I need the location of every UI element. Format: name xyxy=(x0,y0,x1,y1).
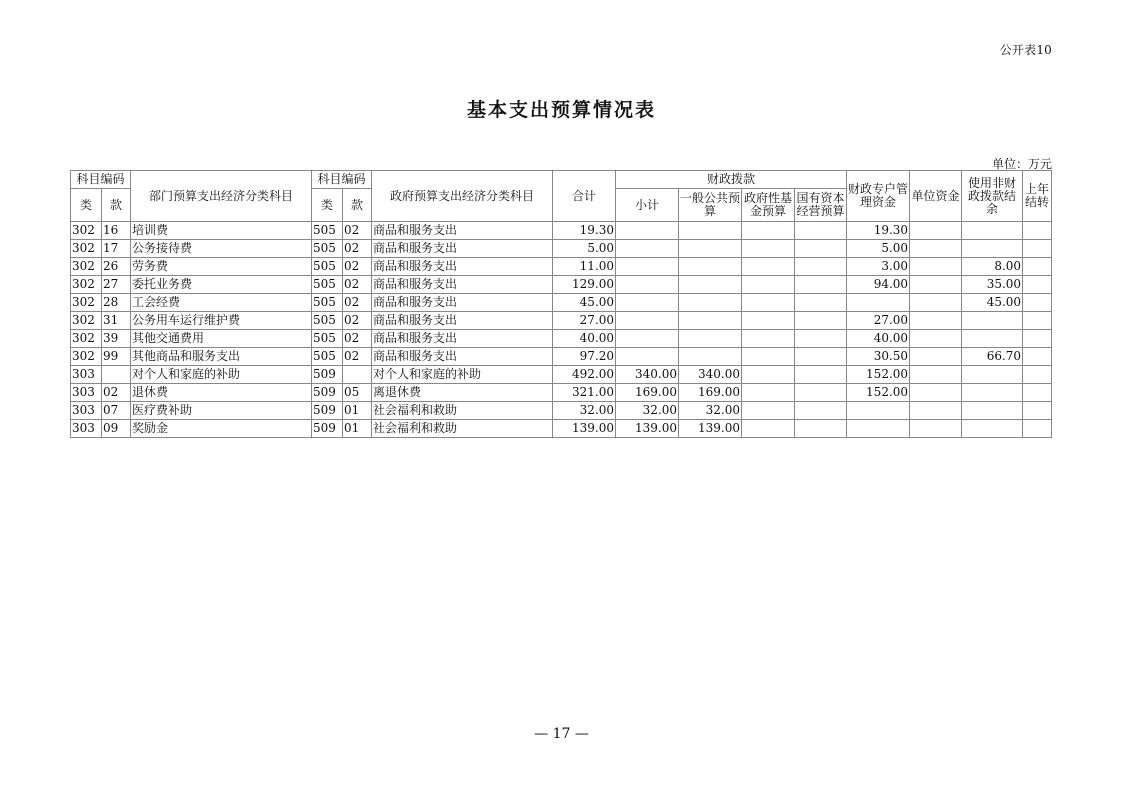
gov-class-cell: 505 xyxy=(312,312,343,330)
gov-subject-cell: 社会福利和救助 xyxy=(372,402,553,420)
dept-item-cell: 31 xyxy=(102,312,131,330)
state-capital-cell xyxy=(795,402,847,420)
dept-item-cell: 39 xyxy=(102,330,131,348)
state-capital-cell xyxy=(795,276,847,294)
unit-funds-cell xyxy=(910,420,962,438)
unit-funds-cell xyxy=(910,402,962,420)
dept-class-cell: 302 xyxy=(71,312,102,330)
total-cell: 40.00 xyxy=(553,330,616,348)
total-cell: 32.00 xyxy=(553,402,616,420)
dept-subject-cell: 其他商品和服务支出 xyxy=(131,348,312,366)
general-public-cell xyxy=(679,312,742,330)
table-row xyxy=(71,240,1052,258)
dept-item-cell: 27 xyxy=(102,276,131,294)
gov-subject-cell: 对个人和家庭的补助 xyxy=(372,366,553,384)
table-row xyxy=(71,384,1052,402)
total-cell: 11.00 xyxy=(553,258,616,276)
dept-class-cell: 302 xyxy=(71,294,102,312)
dept-class-cell: 302 xyxy=(71,348,102,366)
gov-subject-header: 政府预算支出经济分类科目 xyxy=(372,171,553,222)
subtotal-cell xyxy=(616,222,679,240)
unit-funds-cell xyxy=(910,330,962,348)
gov-item-cell: 02 xyxy=(343,330,372,348)
table-row xyxy=(71,348,1052,366)
state-capital-cell xyxy=(795,420,847,438)
dept-class-header: 类 xyxy=(71,189,102,222)
gov-item-cell xyxy=(343,366,372,384)
carryover-cell xyxy=(1023,330,1052,348)
table-row xyxy=(71,222,1052,240)
gov-class-cell: 505 xyxy=(312,330,343,348)
non-fiscal-balance-cell xyxy=(962,330,1023,348)
total-cell: 97.20 xyxy=(553,348,616,366)
budget-table xyxy=(70,170,1052,438)
total-cell: 321.00 xyxy=(553,384,616,402)
unit-funds-cell xyxy=(910,240,962,258)
carryover-cell xyxy=(1023,366,1052,384)
gov-subject-cell: 商品和服务支出 xyxy=(372,330,553,348)
general-public-cell: 139.00 xyxy=(679,420,742,438)
general-public-cell xyxy=(679,348,742,366)
state-capital-cell xyxy=(795,258,847,276)
table-row xyxy=(71,402,1052,420)
dept-item-cell: 07 xyxy=(102,402,131,420)
subtotal-cell xyxy=(616,294,679,312)
total-cell: 492.00 xyxy=(553,366,616,384)
gov-fund-cell xyxy=(742,330,795,348)
subtotal-cell xyxy=(616,258,679,276)
non-fiscal-balance-cell xyxy=(962,402,1023,420)
state-capital-cell xyxy=(795,384,847,402)
gov-item-cell: 01 xyxy=(343,402,372,420)
gov-class-cell: 505 xyxy=(312,240,343,258)
page-title: 基本支出预算情况表 xyxy=(466,99,656,121)
dept-class-cell: 302 xyxy=(71,276,102,294)
non-fiscal-balance-cell xyxy=(962,384,1023,402)
state-capital-header: 国有资本经营预算 xyxy=(795,189,847,222)
total-cell: 129.00 xyxy=(553,276,616,294)
unit-funds-cell xyxy=(910,222,962,240)
carryover-cell xyxy=(1023,348,1052,366)
unit-funds-cell xyxy=(910,366,962,384)
carryover-cell xyxy=(1023,420,1052,438)
fiscal-special-cell: 27.00 xyxy=(847,312,910,330)
fiscal-special-cell: 40.00 xyxy=(847,330,910,348)
dept-item-header: 款 xyxy=(102,189,131,222)
dept-item-cell: 16 xyxy=(102,222,131,240)
subtotal-cell xyxy=(616,240,679,258)
fiscal-special-cell xyxy=(847,402,910,420)
gov-item-cell: 02 xyxy=(343,348,372,366)
gov-subject-cell: 商品和服务支出 xyxy=(372,240,553,258)
gov-fund-header: 政府性基金预算 xyxy=(742,189,795,222)
dept-class-cell: 302 xyxy=(71,240,102,258)
unit-funds-cell xyxy=(910,258,962,276)
fiscal-special-cell xyxy=(847,294,910,312)
dept-subject-cell: 退休费 xyxy=(131,384,312,402)
unit-funds-cell xyxy=(910,276,962,294)
subtotal-cell: 169.00 xyxy=(616,384,679,402)
fiscal-special-cell xyxy=(847,420,910,438)
table-row xyxy=(71,276,1052,294)
unit-label: 单位：万元 xyxy=(991,157,1052,171)
total-cell: 45.00 xyxy=(553,294,616,312)
total-cell: 5.00 xyxy=(553,240,616,258)
dept-item-cell: 28 xyxy=(102,294,131,312)
dept-item-cell: 99 xyxy=(102,348,131,366)
carryover-header: 上年结转 xyxy=(1023,171,1052,222)
gov-fund-cell xyxy=(742,312,795,330)
gov-item-cell: 01 xyxy=(343,420,372,438)
state-capital-cell xyxy=(795,294,847,312)
non-fiscal-balance-header: 使用非财政拨款结余 xyxy=(962,171,1023,222)
general-public-cell xyxy=(679,258,742,276)
fiscal-special-header: 财政专户管理资金 xyxy=(847,171,910,222)
dept-code-group-header: 科目编码 xyxy=(71,171,131,189)
dept-item-cell: 17 xyxy=(102,240,131,258)
carryover-cell xyxy=(1023,222,1052,240)
table-row xyxy=(71,420,1052,438)
general-public-cell xyxy=(679,330,742,348)
form-number: 公开表10 xyxy=(999,43,1052,57)
dept-class-cell: 302 xyxy=(71,330,102,348)
fiscal-special-cell: 3.00 xyxy=(847,258,910,276)
dept-class-cell: 303 xyxy=(71,420,102,438)
gov-class-header: 类 xyxy=(312,189,343,222)
fiscal-special-cell: 5.00 xyxy=(847,240,910,258)
gov-subject-cell: 商品和服务支出 xyxy=(372,258,553,276)
gov-item-cell: 02 xyxy=(343,276,372,294)
gov-subject-cell: 商品和服务支出 xyxy=(372,222,553,240)
unit-funds-cell xyxy=(910,294,962,312)
gov-class-cell: 509 xyxy=(312,402,343,420)
subtotal-cell xyxy=(616,330,679,348)
table-row xyxy=(71,312,1052,330)
general-public-cell xyxy=(679,276,742,294)
gov-subject-cell: 社会福利和救助 xyxy=(372,420,553,438)
dept-subject-cell: 对个人和家庭的补助 xyxy=(131,366,312,384)
subtotal-cell: 340.00 xyxy=(616,366,679,384)
non-fiscal-balance-cell: 8.00 xyxy=(962,258,1023,276)
state-capital-cell xyxy=(795,366,847,384)
carryover-cell xyxy=(1023,258,1052,276)
unit-funds-cell xyxy=(910,312,962,330)
state-capital-cell xyxy=(795,348,847,366)
page-number: — 17 — xyxy=(534,726,589,742)
general-public-cell: 169.00 xyxy=(679,384,742,402)
carryover-cell xyxy=(1023,402,1052,420)
gov-item-cell: 05 xyxy=(343,384,372,402)
non-fiscal-balance-cell xyxy=(962,420,1023,438)
total-header: 合计 xyxy=(553,171,616,222)
subtotal-header: 小计 xyxy=(616,189,679,222)
subtotal-cell xyxy=(616,312,679,330)
dept-subject-cell: 奖励金 xyxy=(131,420,312,438)
fiscal-special-cell: 19.30 xyxy=(847,222,910,240)
gov-fund-cell xyxy=(742,402,795,420)
total-cell: 27.00 xyxy=(553,312,616,330)
fiscal-special-cell: 94.00 xyxy=(847,276,910,294)
carryover-cell xyxy=(1023,276,1052,294)
dept-class-cell: 302 xyxy=(71,258,102,276)
general-public-cell xyxy=(679,222,742,240)
gov-item-cell: 02 xyxy=(343,240,372,258)
non-fiscal-balance-cell xyxy=(962,312,1023,330)
general-public-header: 一般公共预算 xyxy=(679,189,742,222)
carryover-cell xyxy=(1023,240,1052,258)
gov-class-cell: 505 xyxy=(312,276,343,294)
fiscal-group-header: 财政拨款 xyxy=(616,171,847,189)
dept-item-cell: 09 xyxy=(102,420,131,438)
dept-subject-cell: 委托业务费 xyxy=(131,276,312,294)
gov-class-cell: 505 xyxy=(312,294,343,312)
dept-subject-cell: 公务接待费 xyxy=(131,240,312,258)
non-fiscal-balance-cell xyxy=(962,222,1023,240)
carryover-cell xyxy=(1023,312,1052,330)
non-fiscal-balance-cell: 66.70 xyxy=(962,348,1023,366)
general-public-cell: 340.00 xyxy=(679,366,742,384)
gov-subject-cell: 商品和服务支出 xyxy=(372,348,553,366)
dept-class-cell: 303 xyxy=(71,366,102,384)
table-row xyxy=(71,330,1052,348)
general-public-cell xyxy=(679,240,742,258)
gov-item-cell: 02 xyxy=(343,312,372,330)
general-public-cell: 32.00 xyxy=(679,402,742,420)
gov-class-cell: 509 xyxy=(312,366,343,384)
gov-fund-cell xyxy=(742,420,795,438)
total-cell: 19.30 xyxy=(553,222,616,240)
gov-fund-cell xyxy=(742,240,795,258)
non-fiscal-balance-cell xyxy=(962,366,1023,384)
gov-subject-cell: 商品和服务支出 xyxy=(372,276,553,294)
unit-funds-cell xyxy=(910,384,962,402)
state-capital-cell xyxy=(795,222,847,240)
fiscal-special-cell: 152.00 xyxy=(847,384,910,402)
table-row xyxy=(71,258,1052,276)
subtotal-cell xyxy=(616,348,679,366)
subtotal-cell xyxy=(616,276,679,294)
dept-item-cell: 02 xyxy=(102,384,131,402)
gov-item-cell: 02 xyxy=(343,222,372,240)
gov-fund-cell xyxy=(742,366,795,384)
dept-class-cell: 303 xyxy=(71,402,102,420)
gov-class-cell: 509 xyxy=(312,384,343,402)
state-capital-cell xyxy=(795,240,847,258)
non-fiscal-balance-cell: 45.00 xyxy=(962,294,1023,312)
non-fiscal-balance-cell xyxy=(962,240,1023,258)
table-header xyxy=(71,171,1052,222)
gov-code-group-header: 科目编码 xyxy=(312,171,372,189)
table-body xyxy=(71,222,1052,438)
general-public-cell xyxy=(679,294,742,312)
fiscal-special-cell: 152.00 xyxy=(847,366,910,384)
gov-item-header: 款 xyxy=(343,189,372,222)
unit-funds-header: 单位资金 xyxy=(910,171,962,222)
dept-item-cell: 26 xyxy=(102,258,131,276)
carryover-cell xyxy=(1023,384,1052,402)
unit-funds-cell xyxy=(910,348,962,366)
gov-fund-cell xyxy=(742,294,795,312)
state-capital-cell xyxy=(795,330,847,348)
non-fiscal-balance-cell: 35.00 xyxy=(962,276,1023,294)
gov-fund-cell xyxy=(742,348,795,366)
gov-item-cell: 02 xyxy=(343,258,372,276)
gov-fund-cell xyxy=(742,222,795,240)
dept-class-cell: 303 xyxy=(71,384,102,402)
dept-subject-header: 部门预算支出经济分类科目 xyxy=(131,171,312,222)
gov-class-cell: 509 xyxy=(312,420,343,438)
gov-fund-cell xyxy=(742,276,795,294)
subtotal-cell: 139.00 xyxy=(616,420,679,438)
gov-subject-cell: 商品和服务支出 xyxy=(372,312,553,330)
subtotal-cell: 32.00 xyxy=(616,402,679,420)
dept-subject-cell: 公务用车运行维护费 xyxy=(131,312,312,330)
dept-subject-cell: 其他交通费用 xyxy=(131,330,312,348)
dept-class-cell: 302 xyxy=(71,222,102,240)
gov-class-cell: 505 xyxy=(312,348,343,366)
gov-subject-cell: 商品和服务支出 xyxy=(372,294,553,312)
fiscal-special-cell: 30.50 xyxy=(847,348,910,366)
gov-class-cell: 505 xyxy=(312,222,343,240)
gov-item-cell: 02 xyxy=(343,294,372,312)
carryover-cell xyxy=(1023,294,1052,312)
dept-subject-cell: 培训费 xyxy=(131,222,312,240)
gov-fund-cell xyxy=(742,258,795,276)
dept-subject-cell: 医疗费补助 xyxy=(131,402,312,420)
gov-subject-cell: 离退休费 xyxy=(372,384,553,402)
state-capital-cell xyxy=(795,312,847,330)
gov-class-cell: 505 xyxy=(312,258,343,276)
dept-subject-cell: 工会经费 xyxy=(131,294,312,312)
total-cell: 139.00 xyxy=(553,420,616,438)
dept-item-cell xyxy=(102,366,131,384)
gov-fund-cell xyxy=(742,384,795,402)
table-row xyxy=(71,294,1052,312)
dept-subject-cell: 劳务费 xyxy=(131,258,312,276)
table-row xyxy=(71,366,1052,384)
